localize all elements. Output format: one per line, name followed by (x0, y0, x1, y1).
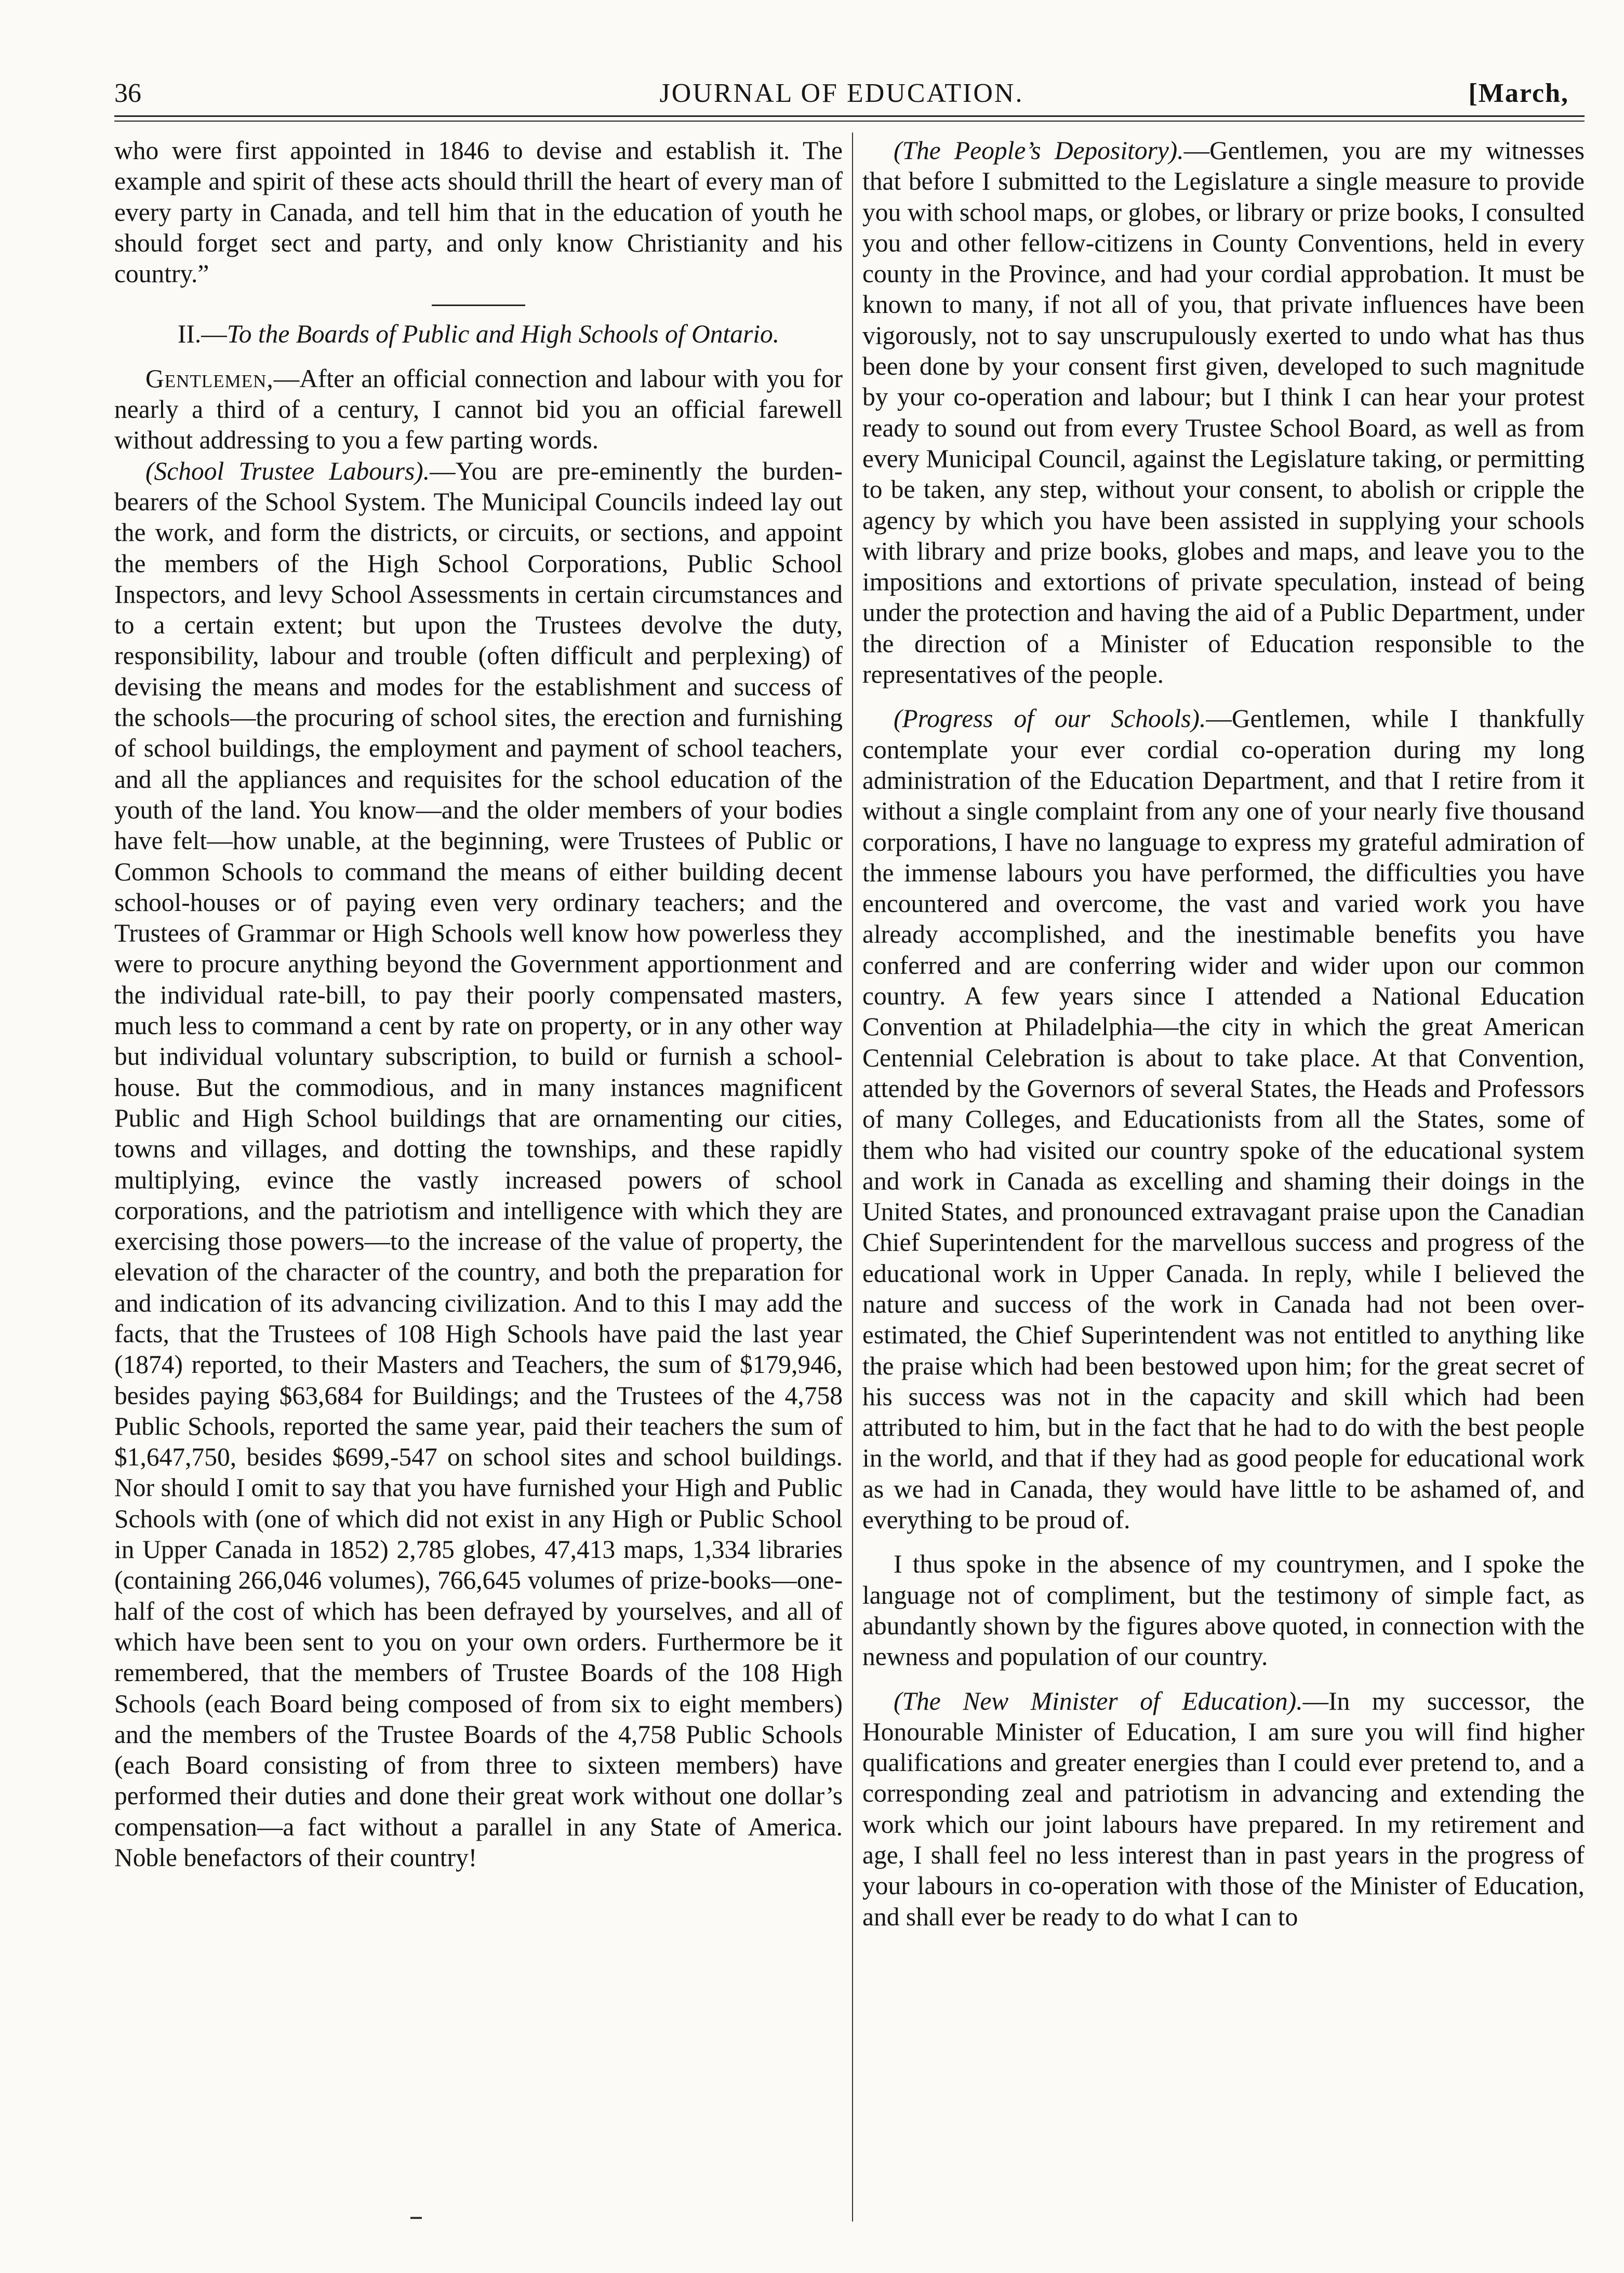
paragraph-text: —Gentlemen, while I thankfully contemplate your ever cordial co-operation during my long administration of the Education Department, and that I retire from it without a single complaint from any one of your nearly five thousand corporations, I have no language to express my grateful admiration of the immense labours you have performed, the difficulties you have encountered and overcome, the vast and varied work you have already accomplished, and the inestimable benefits you have conferred and are conferring wider and wider upon our common country. A few years since I attended a National Education Convention at Philadelphia—the city in which the great American Centennial Celebration is about to take place. At that Convention, attended by the Governors of several States, the Heads and Professors of many Colleges, and Educationists from all the States, some of them who had visited our country spoke of the educational system and work in Canada as excelling and shaming their doings in the United States, and pronounced extravagant praise upon the Canadian Chief Superintendent for the marvellous success and progress of the educational work in Upper Canada. In reply, while I believed the nature and success of the work in Canada had not been over-estimated, the Chief Superintendent was not entitled to anything like the praise which had been bestowed upon him; for the great secret of his success was not in the capacity and skill which had been attributed to him, but in the fact that he had to do with the best people in the world, and that if they had as good people for educational work as we had in Canada, they would have little to be ashamed of, and everything to be proud of. (862, 704, 1585, 1535)
paragraph-text: —After an official connection and labour with you for nearly a third of a century, I cannot bid you an official farewell without addressing to you a few parting words. (114, 364, 843, 455)
header-rule-thin (114, 121, 1585, 122)
paragraph (862, 1686, 1585, 1932)
right-column (862, 135, 1585, 1932)
paragraph-text: —You are pre-eminently the burden-bearers of the School System. The Municipal Councils indeed lay out the work, and form the districts, or circuits, or sections, and appoint the members of the High School Corporations, Public School Inspectors, and levy School Assessments in certain circumstances and to a certain extent; but upon the Trustees devolve the duty, responsibility, labour and trouble (often difficult and perplexing) of devising the means and modes for the establishment and success of the schools—the procuring of school sites, the erection and furnishing of school buildings, the employment and payment of school teachers, and all the appliances and requisites for the school education of the youth of the land. You know—and the older members of your bodies have felt—how unable, at the beginning, were Trustees of Public or Common Schools to command the means of either building decent school-houses or of paying even very ordinary teachers; and the Trustees of Grammar or High Schools well know how powerless they were to procure anything beyond the Government apportionment and the individual rate-bill, to pay their poorly compensated masters, much less to command a cent by rate on property, or in any other way but individual voluntary subscription, to build or furnish a school-house. But the commodious, and in many instances magnificent Public and High School buildings that are ornamenting our cities, towns and villages, and dotting the townships, and these rapidly multiplying, evince the vastly increased powers of school corporations, and the patriotism and intelligence with which they are exercising those powers—to the increase of the value of property, the elevation of the character of the country, and both the preparation for and indication of its advancing civilization. And to this I may add the facts, that the Trustees of 108 High Schools have paid the last year (1874) reported, to their Masters and Teachers, the sum of $179,946, besides paying $63,684 for Buildings; and the Trustees of the 4,758 Public Schools, reported the same year, paid their teachers the sum of $1,647,750, besides $699,-547 on school sites and school buildings. Nor should I omit to say that you have furnished your High and Public Schools with (one of which did not exist in any High or Public School in Upper Canada in 1852) 2,785 globes, 47,413 maps, 1,334 libraries (containing 266,046 volumes), 766,645 volumes of prize-books—one-half of the cost of which has been defrayed by yourselves, and all of which have been sent to you on your own orders. Furthermore be it remembered, that the members of Trustee Boards of the 108 High Schools (each Board being composed of from six to eight members) and the members of the Trustee Boards of the 4,758 Public Schools (each Board consisting of from three to sixteen members) have performed their duties and done their great work without one dollar’s compensation—a fact without a parallel in any State of America. Noble benefactors of their country! (114, 456, 843, 1872)
paragraph: who were first appointed in 1846 to devise and establish it. The example and spirit of these acts should thrill the heart of every man of every party in Canada, and tell him that in the education of youth he should forget sect and party, and only know Christianity and his country.” (114, 136, 843, 288)
paragraph-heading: (School Trustee Labours). (145, 456, 430, 485)
header-rule (114, 115, 1585, 117)
paragraph-heading: (The People’s Depository). (894, 136, 1184, 165)
paragraph (862, 135, 1585, 690)
column-divider (852, 133, 853, 2222)
printer-mark (410, 2217, 422, 2219)
paragraph (114, 363, 843, 456)
section-title: To the Boards of Public and High Schools of Ontario. (227, 320, 780, 349)
paragraph (114, 456, 843, 1873)
page-number: 36 (114, 78, 141, 108)
issue-month: [March, (1468, 78, 1569, 108)
section-divider (432, 305, 525, 306)
paragraph-heading: (The New Minister of Education). (894, 1686, 1303, 1715)
left-column (114, 135, 843, 1873)
paragraph-heading: (Progress of our Schools). (894, 704, 1206, 733)
paragraph (862, 703, 1585, 1535)
section-number: II.— (177, 320, 227, 349)
journal-title: JOURNAL OF EDUCATION. (659, 78, 1024, 108)
page-header (114, 78, 1569, 114)
paragraph: I thus spoke in the absence of my countrymen, and I spoke the language not of compliment, but the testimony of simple fact, as abundantly shown by the figures above quoted, in connection with the newness and population of our country. (862, 1550, 1585, 1671)
paragraph-text: —In my successor, the Honourable Minister of Education, I am sure you will find higher qualifications and greater energies than I could ever pretend to, and a corresponding zeal and patriotism in advancing and extending the work which our joint labours have prepared. In my retirement and age, I shall feel no less interest than in past years in the progress of your labours in co-operation with those of the Minister of Education, and shall ever be ready to do what I can to (862, 1686, 1585, 1931)
paragraph-text: —Gentlemen, you are my witnesses that before I submitted to the Legislature a single measure to provide you with school maps, or globes, or library or prize books, I consulted you and other fellow-citizens in County Conventions, held in every county in the Province, and had your cordial approbation. It must be known to many, if not all of you, that private influences have been vigorously, not to say unscrupulously exerted to undo what has thus been done by your consent first given, developed to such magnitude by your co-operation and labour; but I think I can hear your protest ready to sound out from every Trustee School Board, as well as from every Municipal Council, against the Legislature taking, or permitting to be taken, any step, without your consent, to abolish or cripple the agency by which you have been assisted in supplying your schools with library and prize books, globes and maps, and leave you to the impositions and extortions of private speculation, instead of being under the protection and having the aid of a Public Department, under the direction of a Minister of Education responsible to the representatives of the people. (862, 136, 1585, 689)
section-heading (130, 319, 827, 349)
salutation: Gentlemen, (145, 364, 274, 393)
